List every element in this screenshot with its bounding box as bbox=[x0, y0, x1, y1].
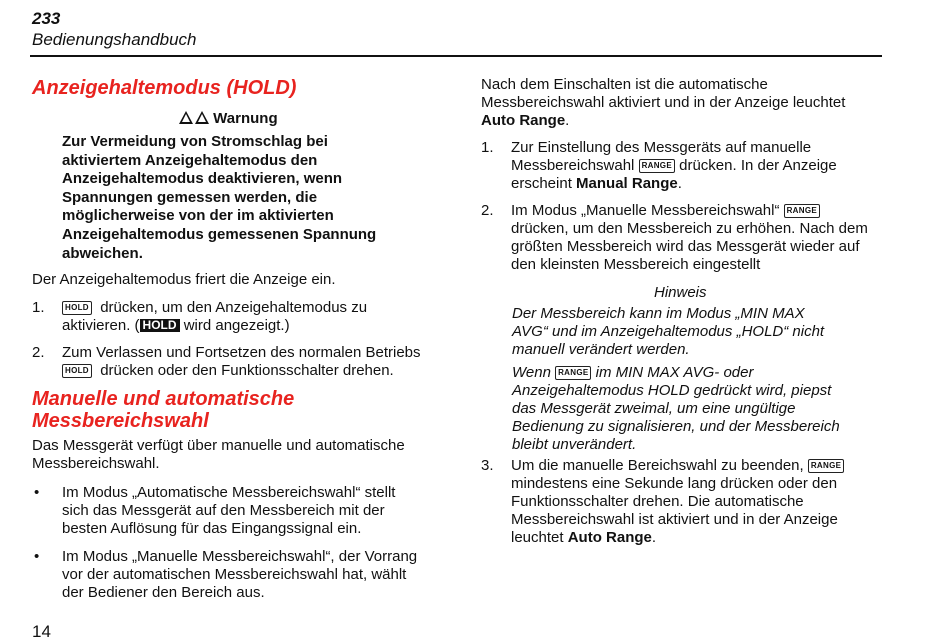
section-heading-range: Manuelle und automatische Messbereichswahl bbox=[32, 388, 295, 432]
range-key-icon: RANGE bbox=[555, 366, 591, 380]
hold-key-icon: HOLD bbox=[62, 364, 92, 378]
range-key-icon: RANGE bbox=[808, 459, 844, 473]
auto-range-intro: Nach dem Einschalten ist die automatische Messbereichswahl aktiviert und in der Anzeige leuchtet Auto Range. bbox=[481, 76, 846, 129]
warning-line: abweichen. bbox=[62, 244, 143, 262]
warning-line: Anzeigehaltemodus deaktivieren, wenn bbox=[62, 170, 343, 188]
warning-line: Spannungen gemessen werden, die bbox=[62, 188, 318, 206]
warning-line: möglicherweise von der im aktivierten bbox=[62, 207, 334, 225]
note-title: Hinweis bbox=[654, 284, 707, 301]
header-divider bbox=[30, 55, 882, 57]
range-intro: Das Messgerät verfügt über manuelle und automatische Messbereichswahl. bbox=[32, 437, 405, 472]
warning-line: Zur Vermeidung von Stromschlag bei bbox=[62, 133, 328, 150]
footer-page-number: 14 bbox=[32, 622, 51, 641]
header-page-number: 233 bbox=[32, 9, 61, 28]
warning-body bbox=[62, 133, 376, 263]
header-title: Bedienungshandbuch bbox=[32, 30, 197, 49]
note-paragraph-2: Wenn RANGE im MIN MAX AVG- oder Anzeigehaltemodus HOLD gedrückt wird, piepst das Messgerät zweimal, um eine ungültige Bedienung zu signalisieren, und der Messbereich bleibt unverändert. bbox=[512, 364, 840, 453]
range-key-icon: RANGE bbox=[784, 204, 820, 218]
note-paragraph-1: Der Messbereich kann im Modus „MIN MAX AVG“ und im Anzeigehaltemodus „HOLD“ nicht manuell verändert werden. bbox=[512, 305, 825, 358]
section-heading-hold: Anzeigehaltemodus (HOLD) bbox=[32, 77, 297, 99]
hold-key-icon: HOLD bbox=[62, 301, 92, 315]
range-key-icon: RANGE bbox=[639, 159, 675, 173]
warning-triangle-icon bbox=[195, 111, 209, 124]
warning-title: Warnung bbox=[179, 110, 278, 128]
hold-intro: Der Anzeigehaltemodus friert die Anzeige ein. bbox=[32, 271, 336, 288]
warning-triangle-icon bbox=[179, 111, 193, 124]
hold-display-badge: HOLD bbox=[140, 319, 180, 332]
warning-line: Anzeigehaltemodus gemessenen Spannung bbox=[62, 225, 377, 243]
warning-line: aktiviertem Anzeigehaltemodus den bbox=[62, 151, 318, 169]
